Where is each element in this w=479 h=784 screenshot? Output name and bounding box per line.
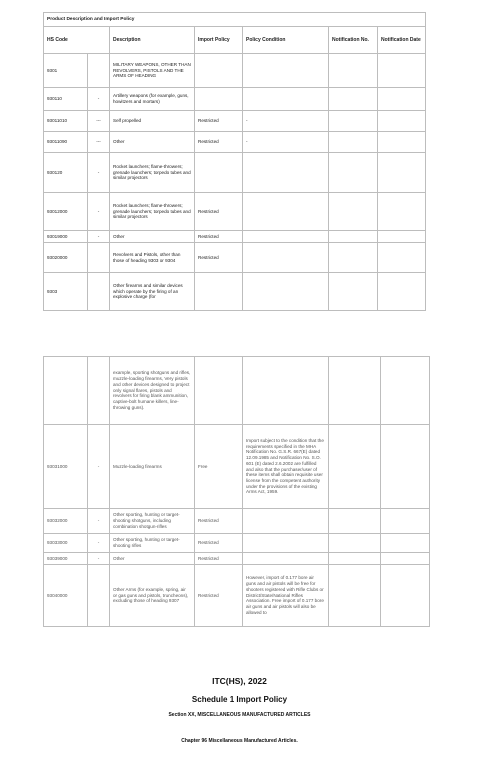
import-policy — [195, 54, 243, 88]
import-policy: Restricted — [195, 111, 243, 132]
description: Artillery weapons (for example, guns, howitzers and mortars) — [110, 88, 195, 111]
notification-date — [381, 534, 430, 553]
hs-code: 93011090 — [44, 132, 88, 153]
policy-condition — [243, 88, 329, 111]
notification-date — [378, 111, 426, 132]
level-dash: - — [88, 193, 110, 231]
level-dash: --- — [88, 111, 110, 132]
level-dash — [88, 357, 110, 425]
description: Revolvers and Pistols, other than those of heading 9303 or 9304 — [110, 243, 195, 273]
notification-no — [329, 153, 378, 193]
description: Other firearms and similar devices which operate by the firing of an explosive charge (for — [110, 273, 195, 311]
level-dash — [88, 273, 110, 311]
notification-no — [329, 193, 378, 231]
policy-condition: Import subject to the condition that the requirements specified in the MHA Notification No. G.S.R. 667(E) dated 12.09.1985 and Notification No. S.O. 601 (E) dated 2.6.2002 are fulfilled and also that the purchaser/user of these items shall obtain requisite user license from the competent authority under the provisions of the existing Arms Act, 1959. — [243, 425, 329, 509]
table-row — [44, 54, 426, 88]
section-title: Section XX, MISCELLANEOUS MANUFACTURED ARTICLES — [168, 712, 311, 718]
hs-code: 930110 — [44, 88, 88, 111]
hs-code: 93039000 — [44, 553, 88, 565]
notification-date — [378, 54, 426, 88]
import-policy: Restricted — [195, 565, 243, 627]
notification-date — [378, 132, 426, 153]
notification-no — [329, 111, 378, 132]
description: Rocket launchers; flame-throwers; grenade launchers; torpedo tubes and similar projectors — [110, 193, 195, 231]
table-row — [44, 425, 430, 509]
policy-condition — [243, 243, 329, 273]
notification-no — [329, 88, 378, 111]
level-dash: - — [88, 553, 110, 565]
notification-date — [381, 509, 430, 534]
notification-no — [329, 553, 381, 565]
table-row — [44, 231, 426, 243]
table-row — [44, 193, 426, 231]
table-header-row — [44, 27, 426, 54]
hs-code: 9303 — [44, 273, 88, 311]
notification-date — [378, 273, 426, 311]
description: example, sporting shotguns and rifles, muzzle-loading firearms, Very pistols and other devices designed to project only signal flares, pistols and revolvers for firing blank ammunition, captive-bolt humane killers, line-throwing guns). — [110, 357, 195, 425]
import-policy — [195, 88, 243, 111]
level-dash — [88, 54, 110, 88]
notification-no — [329, 54, 378, 88]
notification-date — [378, 153, 426, 193]
level-dash — [88, 243, 110, 273]
import-policy: Restricted — [195, 231, 243, 243]
table-row — [44, 88, 426, 111]
policy-condition — [243, 273, 329, 311]
notification-no — [329, 509, 381, 534]
notification-no — [329, 231, 378, 243]
header-import-policy: Import Policy — [195, 27, 243, 54]
hs-code: 93032000 — [44, 509, 88, 534]
description: Self propelled — [110, 111, 195, 132]
policy-condition — [243, 553, 329, 565]
hs-code: 9301 — [44, 54, 88, 88]
header-description: Description — [110, 27, 195, 54]
policy-condition — [243, 54, 329, 88]
table-row — [44, 553, 430, 565]
description: Other — [110, 132, 195, 153]
import-policy — [195, 357, 243, 425]
table-row — [44, 273, 426, 311]
description: MILITARY WEAPONS, OTHER THAN REVOLVERS, PISTOLS AND THE ARMS OF HEADING — [110, 54, 195, 88]
level-dash: - — [88, 509, 110, 534]
policy-condition: - — [243, 132, 329, 153]
document-title: ITC(HS), 2022 — [212, 676, 267, 686]
level-dash: - — [88, 231, 110, 243]
import-policy: Restricted — [195, 243, 243, 273]
table-row — [44, 243, 426, 273]
description: Other — [110, 553, 195, 565]
table-caption-row — [44, 13, 426, 27]
policy-condition — [243, 231, 329, 243]
import-policy-table-top — [43, 12, 426, 311]
table-row — [44, 132, 426, 153]
hs-code — [44, 357, 88, 425]
import-policy: Free — [195, 425, 243, 509]
policy-condition: However, import of 0.177 bore air guns and air pistols will be free for shooters registered with Rifle Clubs or District/State/National Rifles Association. Free import of 0.177 bore air guns and air pistols will also be allowed to — [243, 565, 329, 627]
policy-condition — [243, 509, 329, 534]
import-policy: Restricted — [195, 534, 243, 553]
notification-date — [381, 357, 430, 425]
notification-no — [329, 565, 381, 627]
hs-code: 93031000 — [44, 425, 88, 509]
hs-code: 93040000 — [44, 565, 88, 627]
notification-date — [381, 553, 430, 565]
header-notification-date: Notification Date — [378, 27, 426, 54]
schedule-title: Schedule 1 Import Policy — [191, 695, 288, 704]
import-policy: Restricted — [195, 193, 243, 231]
import-policy: Restricted — [195, 553, 243, 565]
description: Muzzle-loading firearms — [110, 425, 195, 509]
description: Other sporting, hunting or target-shooting shotguns, including combination shotgun-rifles — [110, 509, 195, 534]
import-policy: Restricted — [195, 509, 243, 534]
table-row — [44, 357, 430, 425]
notification-no — [329, 132, 378, 153]
table-row — [44, 111, 426, 132]
table-row — [44, 565, 430, 627]
import-policy: Restricted — [195, 132, 243, 153]
policy-condition — [243, 357, 329, 425]
notification-date — [378, 193, 426, 231]
notification-date — [378, 88, 426, 111]
level-dash: - — [88, 425, 110, 509]
policy-condition — [243, 153, 329, 193]
notification-no — [329, 425, 381, 509]
notification-date — [378, 231, 426, 243]
table-row — [44, 534, 430, 553]
policy-condition — [243, 193, 329, 231]
import-policy — [195, 153, 243, 193]
notification-date — [378, 243, 426, 273]
hs-code: 930120 — [44, 153, 88, 193]
hs-code: 93019000 — [44, 231, 88, 243]
notification-date — [381, 565, 430, 627]
level-dash — [88, 565, 110, 627]
hs-code: 93033000 — [44, 534, 88, 553]
description: Other sporting, hunting or target-shooting rifles — [110, 534, 195, 553]
level-dash: - — [88, 534, 110, 553]
policy-condition: - — [243, 111, 329, 132]
level-dash: - — [88, 88, 110, 111]
notification-no — [329, 534, 381, 553]
notification-date — [381, 425, 430, 509]
level-dash: - — [88, 153, 110, 193]
notification-no — [329, 273, 378, 311]
description: Other — [110, 231, 195, 243]
header-policy-condition: Policy Condition — [243, 27, 329, 54]
header-notification-no: Notification No. — [329, 27, 378, 54]
hs-code: 93020000 — [44, 243, 88, 273]
description: Other Arms (for example, spring, air or gas guns and pistols, truncheons), excluding those of heading 9307 — [110, 565, 195, 627]
description: Rocket launchers; flame-throwers; grenade launchers; torpedo tubes and similar projectors — [110, 153, 195, 193]
table-row — [44, 153, 426, 193]
hs-code: 93012000 — [44, 193, 88, 231]
notification-no — [329, 243, 378, 273]
notification-no — [329, 357, 381, 425]
policy-condition — [243, 534, 329, 553]
table-row — [44, 509, 430, 534]
level-dash: --- — [88, 132, 110, 153]
chapter-title: Chapter 96 Miscellaneous Manufactured Articles. — [181, 738, 298, 744]
import-policy — [195, 273, 243, 311]
header-hs-code: HS Code — [44, 27, 110, 54]
hs-code: 93011010 — [44, 111, 88, 132]
table-caption: Product Description and Import Policy — [44, 13, 426, 27]
import-policy-table-continued — [43, 356, 430, 627]
